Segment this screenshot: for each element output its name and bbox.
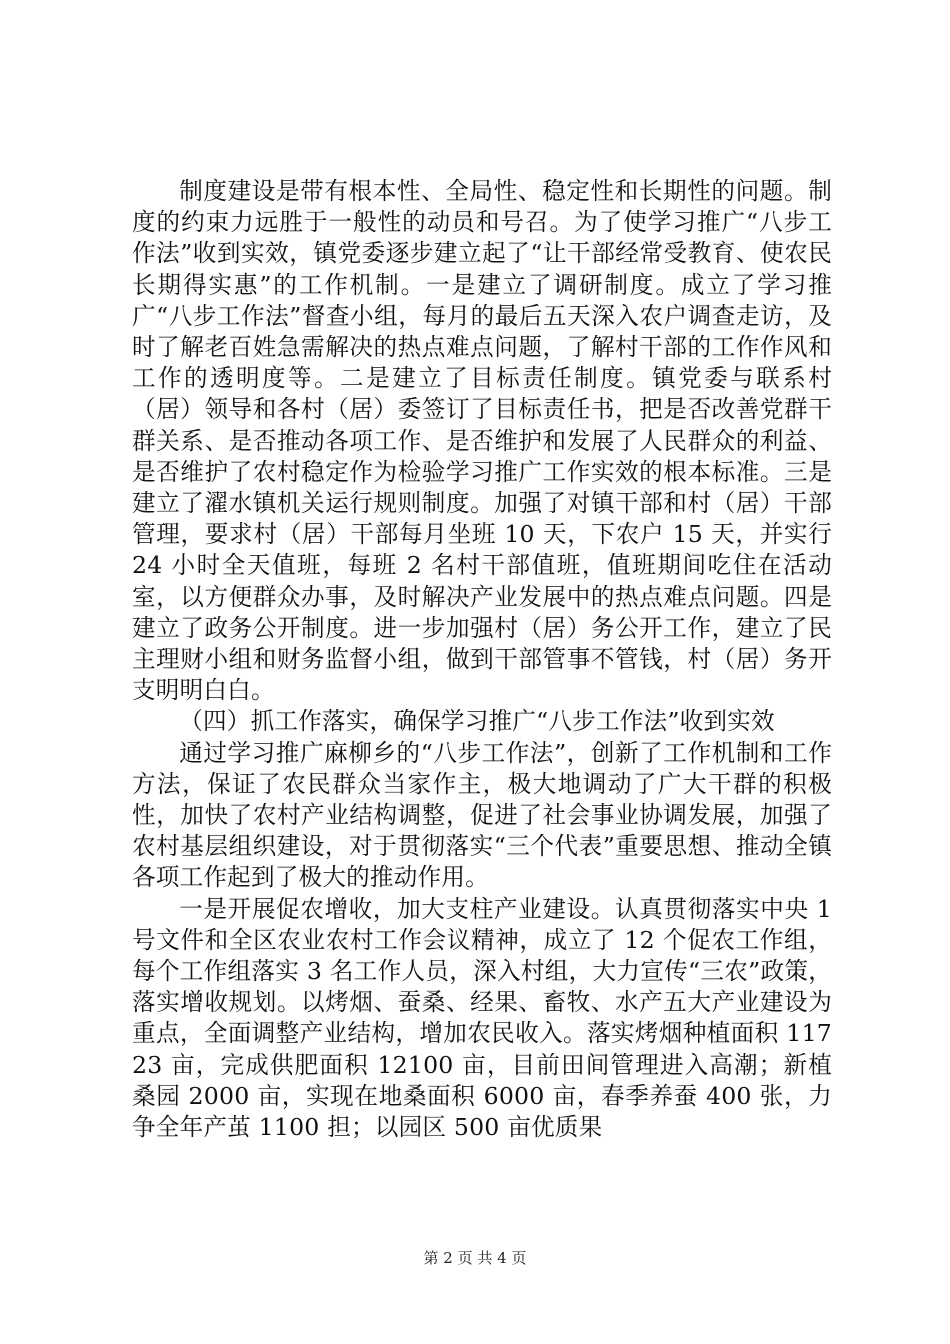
paragraph-eight-step-method: 通过学习推广麻柳乡的“八步工作法”，创新了工作机制和工作方法，保证了农民群众当家作主，极大地调动了广大干群的积极性，加快了农村产业结构调整，促进了社会事业协调发展，加强了农村基层组织建设，对于贯彻落实“三个代表”重要思想、推动全镇各项工作起到了极大的推动作用。 [132, 738, 832, 892]
document-body [132, 176, 832, 1143]
paragraph-institution-building: 制度建设是带有根本性、全局性、稳定性和长期性的问题。制度的约束力远胜于一般性的动员和号召。为了使学习推广“八步工作法”收到实效，镇党委逐步建立起了“让干部经常受教育、使农民长期得实惠”的工作机制。一是建立了调研制度。成立了学习推广“八步工作法”督查小组，每月的最后五天深入农户调查走访，及时了解老百姓急需解决的热点难点问题，了解村干部的工作作风和工作的透明度等。二是建立了目标责任制度。镇党委与联系村（居）领导和各村（居）委签订了目标责任书，把是否改善党群干群关系、是否推动各项工作、是否维护和发展了人民群众的利益、是否维护了农村稳定作为检验学习推广工作实效的根本标准。三是建立了濯水镇机关运行规则制度。加强了对镇干部和村（居）干部管理，要求村（居）干部每月坐班 10 天，下农户 15 天，并实行 24 小时全天值班，每班 2 名村干部值班，值班期间吃住在活动室，以方便群众办事，及时解决产业发展中的热点难点问题。四是建立了政务公开制度。进一步加强村（居）务公开工作，建立了民主理财小组和财务监督小组，做到干部管事不管钱，村（居）务开支明明白白。 [132, 177, 832, 705]
section-heading-four: （四）抓工作落实，确保学习推广“八步工作法”收到实效 [179, 707, 775, 736]
paragraph-farmer-income: 一是开展促农增收，加大支柱产业建设。认真贯彻落实中央 1 号文件和全区农业农村工作会议精神，成立了 12 个促农工作组，每个工作组落实 3 名工作人员，深入村组，大力宣传“三农”政策，落实增收规划。以烤烟、蚕桑、经果、畜牧、水产五大产业建设为重点，全面调整产业结构，增加农民收入。落实烤烟种植面积 11723 亩，完成供肥面积 12100 亩，目前田间管理进入高潮；新植桑园 2000 亩，实现在地桑面积 6000 亩，春季养蚕 400 张，力争全年产茧 1100 担；以园区 500 亩优质果 [132, 894, 832, 1142]
page-footer: 第 2 页 共 4 页 [423, 1249, 527, 1267]
